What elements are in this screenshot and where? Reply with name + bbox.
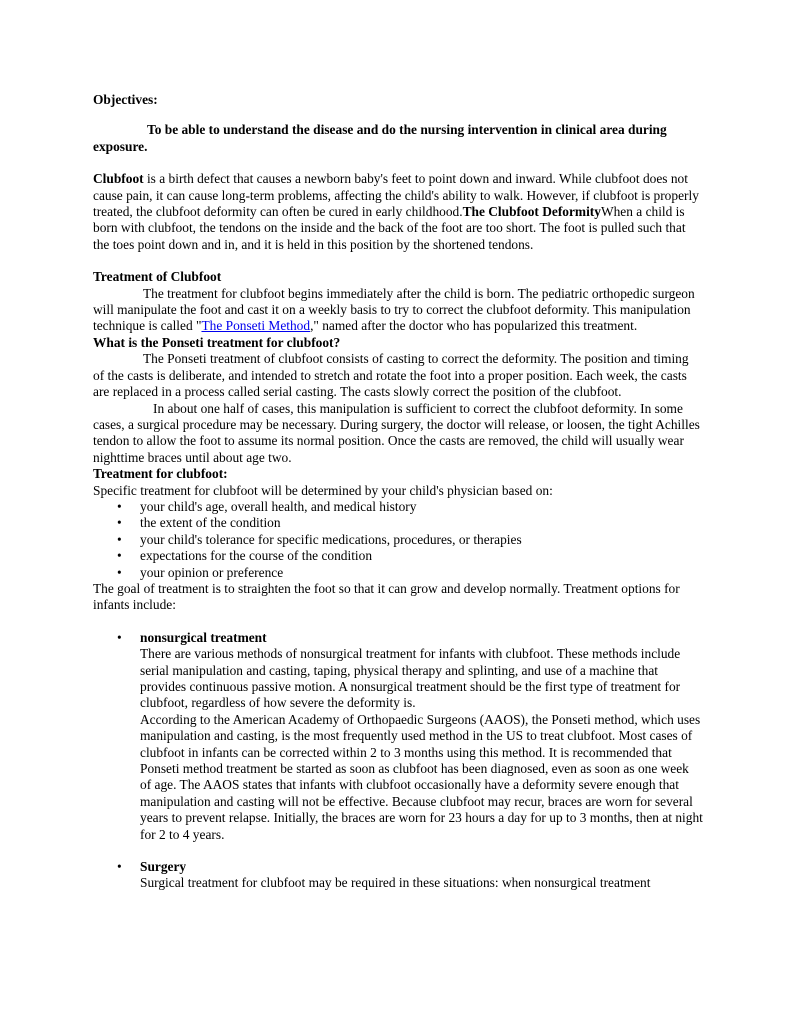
nonsurgical-text-1: There are various methods of nonsurgical treatment for infants with clubfoot. These methods include serial manipulation and casting, taping, physical therapy and splinting, and use of a machine that provides continuous passive motion. A nonsurgical treatment should be the first type of treatment for clubfoot, regardless of how severe the deformity is. bbox=[140, 646, 681, 711]
treatment-for-heading: Treatment for clubfoot: bbox=[93, 466, 228, 482]
ponseti-paragraph-1: The Ponseti treatment of clubfoot consists of casting to correct the deformity. The position and timing of the casts is deliberate, and intended to stretch and rotate the foot into a proper position. Each week, the casts are replaced in a process called serial casting. The casts slowly correct the position of the clubfoot. bbox=[93, 351, 689, 400]
ponseti-heading: What is the Ponseti treatment for clubfoot? bbox=[93, 334, 341, 350]
nonsurgical-text-2: According to the American Academy of Orthopaedic Surgeons (AAOS), the Ponseti method, which uses manipulation and casting, is the most frequently used method in the US to treat clubfoot. Most cases of clubfoot in infants can be corrected within 2 to 3 months using this method. It is recommended that Ponseti method treatment be started as soon as clubfoot has been diagnosed, even as soon as one week of age. The AAOS states that infants with clubfoot occasionally have a deformity severe enough that manipulation and casting will not be effective. Because clubfoot may recur, braces are worn for several years to prevent relapse. Initially, the braces are worn for 23 hours a day for up to 3 months, then at night for 2 to 4 years. bbox=[140, 711, 703, 842]
list-item: • the extent of the condition bbox=[140, 515, 703, 531]
objectives-text: To be able to understand the disease and do the nursing intervention in clinical area during exposure. bbox=[93, 122, 667, 154]
list-item: • your child's tolerance for specific medications, procedures, or therapies bbox=[140, 532, 703, 548]
document-page bbox=[93, 92, 703, 892]
objectives-title: Objectives: bbox=[93, 92, 158, 107]
intro-text: is a birth defect that causes a newborn baby's feet to point down and inward. While clubfoot does not cause pain, it can cause long-term problems, affecting the child's ability to walk. However, if clubfoot is properly treated, the clubfoot deformity can often be cured in early childhood. bbox=[93, 171, 699, 220]
treatment-goal: The goal of treatment is to straighten the foot so that it can grow and develop normally. Treatment options for infants include: bbox=[93, 580, 680, 613]
nonsurgical-option bbox=[140, 630, 703, 843]
treatment-heading: Treatment of Clubfoot bbox=[93, 269, 222, 285]
intro-paragraph bbox=[93, 171, 703, 253]
ponseti-paragraph-2: In about one half of cases, this manipulation is sufficient to correct the clubfoot deformity. In some cases, a surgical procedure may be necessary. During surgery, the doctor will release, or loosen, the tight Achilles tendon to allow the foot to assume its normal position. Once the casts are removed, the child will usually wear nighttime braces until about age two. bbox=[93, 400, 700, 465]
clubfoot-term: Clubfoot bbox=[93, 171, 144, 187]
treatment-for-intro: Specific treatment for clubfoot will be determined by your child's physician based on: bbox=[93, 482, 553, 498]
deformity-term: The Clubfoot Deformity bbox=[462, 204, 601, 220]
surgery-text: Surgical treatment for clubfoot may be required in these situations: when nonsurgical treatment bbox=[140, 875, 651, 891]
treatment-text: The treatment for clubfoot begins immediately after the child is born. The pediatric orthopedic surgeon will manipulate the foot and cast it on a weekly basis to try to correct the clubfoot deformity. This manipulation technique is called " bbox=[93, 285, 695, 334]
surgery-title: Surgery bbox=[140, 859, 187, 875]
surgery-option bbox=[140, 859, 703, 892]
list-item: • your child's age, overall health, and medical history bbox=[140, 499, 703, 515]
nonsurgical-title: nonsurgical treatment bbox=[140, 629, 267, 645]
deformity-text: When a child is born with clubfoot, the tendons on the inside and the back of the foot are too short. The foot is pulled such that the toes point down and in, and it is held in this position by the shortened tendons. bbox=[93, 204, 686, 252]
criteria-list bbox=[93, 499, 703, 581]
treatment-paragraph bbox=[93, 286, 703, 335]
list-item: • expectations for the course of the condition bbox=[140, 548, 703, 564]
ponseti-method-link[interactable]: The Ponseti Method bbox=[201, 318, 311, 334]
list-item: • your opinion or preference bbox=[140, 565, 703, 581]
treatment-text-end: ," named after the doctor who has popularized this treatment. bbox=[310, 318, 638, 334]
options-list bbox=[93, 630, 703, 892]
